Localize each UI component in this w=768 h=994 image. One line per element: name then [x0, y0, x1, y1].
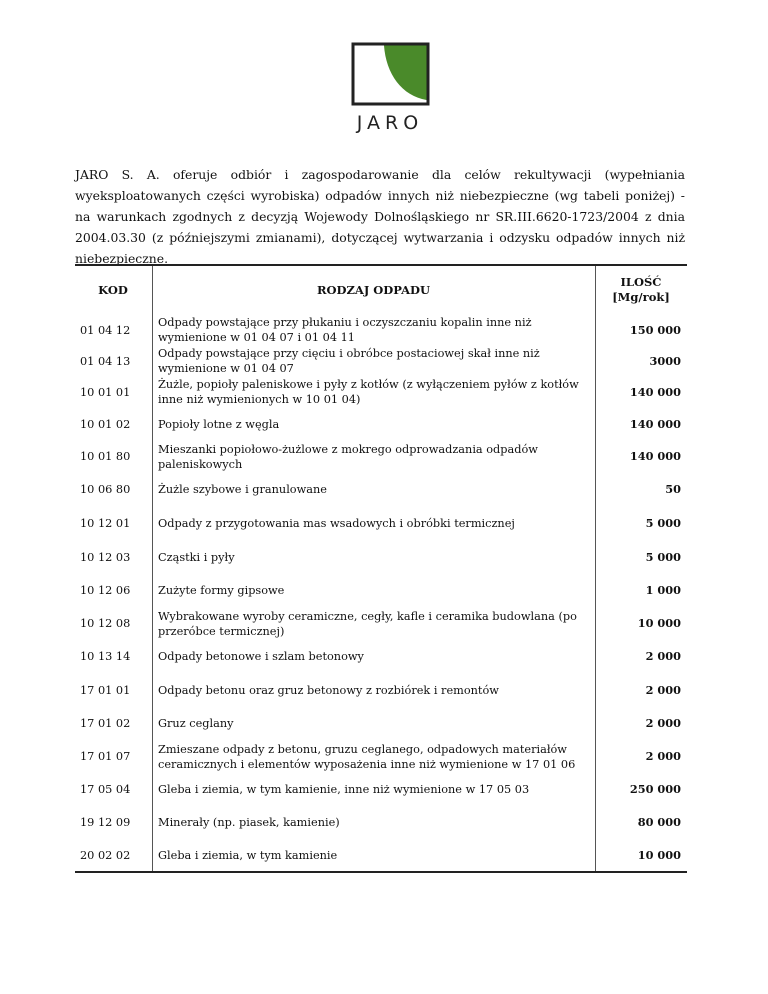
waste-code: 10 12 01 [75, 506, 153, 540]
jaro-logo [344, 40, 436, 134]
waste-quantity: 10 000 [637, 847, 681, 862]
waste-description: Mieszanki popiołowo-żużlowe z mokrego odprowadzania odpadów paleniskowych [153, 440, 596, 473]
waste-description: Żużle, popioły paleniskowe i pyły z kotłów (z wyłączeniem pyłów z kotłów inne niż wymienionych w 10 01 04) [153, 376, 596, 408]
waste-description: Odpady betonu oraz gruz betonowy z rozbiórek i remontów [153, 673, 596, 707]
waste-code: 10 01 01 [75, 376, 153, 408]
waste-description: Popioły lotne z węgla [153, 408, 596, 440]
waste-description: Odpady powstające przy płukaniu i oczyszczaniu kopalin inne niż wymienione w 01 04 07 i 01 04 11 [153, 314, 596, 346]
table-row [75, 346, 687, 376]
table-row [75, 607, 687, 640]
waste-quantity: 80 000 [637, 814, 681, 829]
waste-code: 17 01 07 [75, 740, 153, 773]
table-row [75, 440, 687, 473]
table-row [75, 540, 687, 574]
table-row [75, 408, 687, 440]
waste-description: Zmieszane odpady z betonu, gruzu ceglanego, odpadowych materiałów ceramicznych i elementów wyposażenia inne niż wymienione w 17 01 06 [153, 740, 596, 773]
table-row [75, 839, 687, 872]
table-row [75, 376, 687, 408]
waste-quantity: 250 000 [629, 781, 681, 796]
waste-code: 20 02 02 [75, 839, 153, 872]
waste-quantity: 2 000 [645, 682, 681, 697]
waste-quantity: 5 000 [645, 515, 681, 530]
intro-paragraph: JARO S. A. oferuje odbiór i zagospodarowanie dla celów rekultywacji (wypełniania wyeksploatowanych części wyrobiska) odpadów innych niż niebezpieczne (wg tabeli poniżej) - na warunkach zgodnych z decyzją Wojewody Dolnośląskiego nr SR.III.6620-1723/2004 z dnia 2004.03.30 (z późniejszymi zmianami), dotyczącej wytwarzania i odzysku odpadów innych niż niebezpieczne. [75, 167, 685, 267]
waste-description: Zużyte formy gipsowe [153, 574, 596, 607]
waste-quantity: 140 000 [629, 449, 681, 463]
waste-description: Odpady betonowe i szlam betonowy [153, 640, 596, 673]
table-row [75, 805, 687, 839]
header-type: RODZAJ ODPADU [153, 265, 596, 314]
header-qty: ILOŚĆ [Mg/rok] [612, 275, 670, 304]
waste-description: Gleba i ziemia, w tym kamienie, inne niż wymienione w 17 05 03 [153, 773, 596, 805]
waste-description: Żużle szybowe i granulowane [153, 473, 596, 506]
waste-description: Gruz ceglany [153, 707, 596, 740]
logo-text: JARO [356, 112, 424, 134]
waste-code: 01 04 12 [75, 314, 153, 346]
waste-quantity: 150 000 [629, 322, 681, 337]
waste-code: 17 05 04 [75, 773, 153, 805]
table-row [75, 673, 687, 707]
waste-description: Gleba i ziemia, w tym kamienie [153, 839, 596, 872]
waste-code: 10 01 02 [75, 408, 153, 440]
waste-code: 17 01 02 [75, 707, 153, 740]
table-row [75, 640, 687, 673]
waste-code: 01 04 13 [75, 346, 153, 376]
table-header-row [75, 265, 687, 314]
waste-quantity: 2 000 [645, 649, 681, 663]
waste-table [75, 264, 687, 873]
table-row [75, 473, 687, 506]
waste-quantity: 5 000 [645, 549, 681, 564]
waste-code: 10 13 14 [75, 640, 153, 673]
waste-code: 17 01 01 [75, 673, 153, 707]
waste-quantity: 140 000 [629, 416, 681, 431]
waste-quantity: 10 000 [637, 616, 681, 630]
waste-quantity: 3000 [649, 353, 681, 368]
table-row [75, 574, 687, 607]
waste-code: 10 01 80 [75, 440, 153, 473]
waste-quantity: 50 [665, 482, 681, 496]
table-row [75, 773, 687, 805]
waste-description: Minerały (np. piasek, kamienie) [153, 805, 596, 839]
waste-description: Odpady powstające przy cięciu i obróbce postaciowej skał inne niż wymienione w 01 04 07 [153, 346, 596, 376]
table-row [75, 740, 687, 773]
logo-mark-icon [344, 40, 436, 106]
header-code: KOD [75, 265, 153, 314]
waste-quantity: 2 000 [645, 716, 681, 730]
waste-code: 19 12 09 [75, 805, 153, 839]
waste-description: Cząstki i pyły [153, 540, 596, 574]
waste-code: 10 06 80 [75, 473, 153, 506]
table-row [75, 506, 687, 540]
waste-description: Odpady z przygotowania mas wsadowych i obróbki termicznej [153, 506, 596, 540]
waste-quantity: 140 000 [629, 384, 681, 399]
waste-description: Wybrakowane wyroby ceramiczne, cegły, kafle i ceramika budowlana (po przeróbce termicznej) [153, 607, 596, 640]
table-row [75, 707, 687, 740]
waste-code: 10 12 06 [75, 574, 153, 607]
waste-code: 10 12 08 [75, 607, 153, 640]
waste-code: 10 12 03 [75, 540, 153, 574]
waste-quantity: 1 000 [645, 583, 681, 597]
waste-quantity: 2 000 [645, 749, 681, 763]
table-row [75, 314, 687, 346]
